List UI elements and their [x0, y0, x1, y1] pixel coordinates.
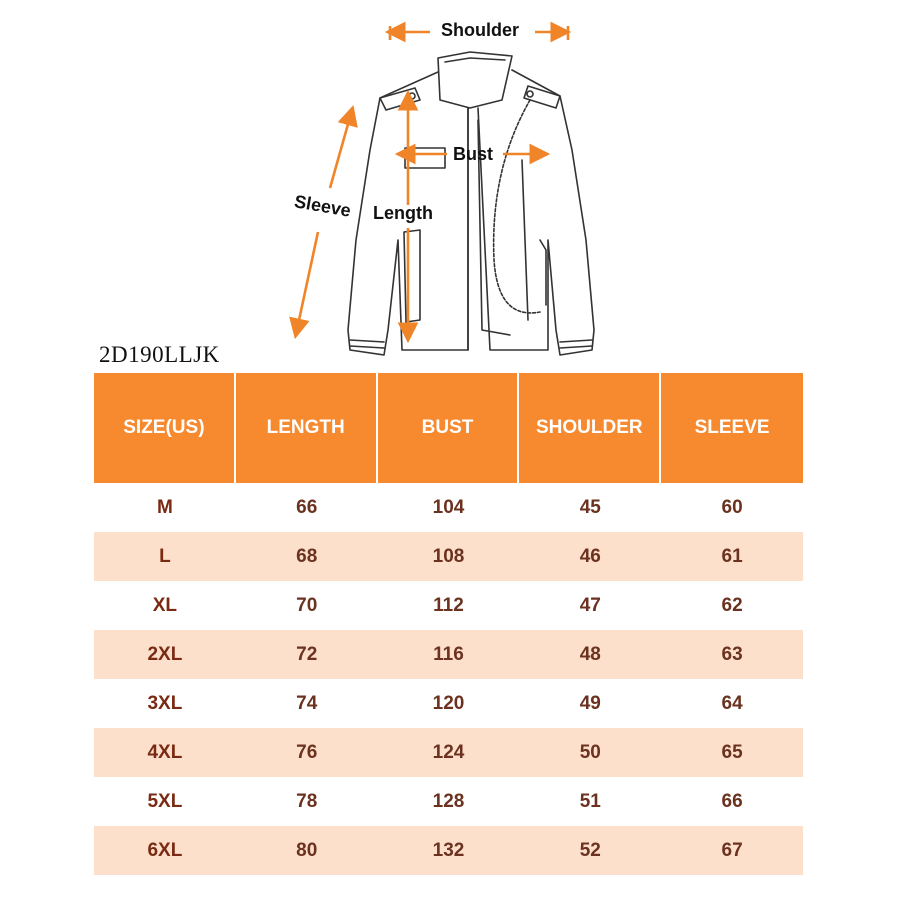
sleeve-arrow-top: [330, 110, 352, 188]
cell-sleeve: 64: [661, 679, 803, 728]
header-size: SIZE(US): [94, 373, 236, 483]
cell-bust: 132: [378, 826, 520, 875]
table-row: [94, 630, 803, 679]
shoulder-label: Shoulder: [441, 20, 520, 40]
table-row: [94, 826, 803, 875]
cell-shoulder: 47: [519, 581, 661, 630]
cell-bust: 116: [378, 630, 520, 679]
cell-shoulder: 45: [519, 483, 661, 532]
header-shoulder: SHOULDER: [519, 373, 661, 483]
cell-bust: 104: [378, 483, 520, 532]
cell-length: 80: [236, 826, 378, 875]
table-row: [94, 679, 803, 728]
cell-size: 5XL: [94, 777, 236, 826]
cell-size: 2XL: [94, 630, 236, 679]
cell-size: XL: [94, 581, 236, 630]
cell-bust: 112: [378, 581, 520, 630]
cell-sleeve: 63: [661, 630, 803, 679]
cell-shoulder: 52: [519, 826, 661, 875]
header-sleeve: SLEEVE: [661, 373, 803, 483]
cell-bust: 124: [378, 728, 520, 777]
product-code: 2D190LLJK: [99, 342, 220, 367]
cell-shoulder: 46: [519, 532, 661, 581]
table-header-row: [94, 373, 803, 483]
jacket-illustration: [0, 0, 900, 370]
cell-sleeve: 60: [661, 483, 803, 532]
cell-length: 72: [236, 630, 378, 679]
cell-size: 3XL: [94, 679, 236, 728]
cell-length: 68: [236, 532, 378, 581]
cell-length: 76: [236, 728, 378, 777]
table-row: [94, 728, 803, 777]
cell-length: 74: [236, 679, 378, 728]
cell-size: 6XL: [94, 826, 236, 875]
cell-sleeve: 61: [661, 532, 803, 581]
table-row: [94, 777, 803, 826]
jacket-measurement-diagram: [0, 0, 900, 370]
size-chart-table: [94, 373, 803, 875]
cell-sleeve: 67: [661, 826, 803, 875]
table-row: [94, 581, 803, 630]
cell-shoulder: 49: [519, 679, 661, 728]
header-length: LENGTH: [236, 373, 378, 483]
table-row: [94, 532, 803, 581]
cell-size: M: [94, 483, 236, 532]
cell-sleeve: 66: [661, 777, 803, 826]
cell-length: 66: [236, 483, 378, 532]
cell-length: 78: [236, 777, 378, 826]
cell-size: L: [94, 532, 236, 581]
cell-sleeve: 65: [661, 728, 803, 777]
cell-size: 4XL: [94, 728, 236, 777]
bust-label: Bust: [453, 144, 493, 164]
cell-shoulder: 48: [519, 630, 661, 679]
header-bust: BUST: [378, 373, 520, 483]
cell-length: 70: [236, 581, 378, 630]
cell-shoulder: 51: [519, 777, 661, 826]
length-label: Length: [373, 203, 433, 223]
cell-shoulder: 50: [519, 728, 661, 777]
cell-bust: 108: [378, 532, 520, 581]
sleeve-label: Sleeve: [292, 191, 353, 221]
sleeve-arrow-bottom: [296, 232, 318, 334]
table-row: [94, 483, 803, 532]
cell-sleeve: 62: [661, 581, 803, 630]
cell-bust: 128: [378, 777, 520, 826]
cell-bust: 120: [378, 679, 520, 728]
